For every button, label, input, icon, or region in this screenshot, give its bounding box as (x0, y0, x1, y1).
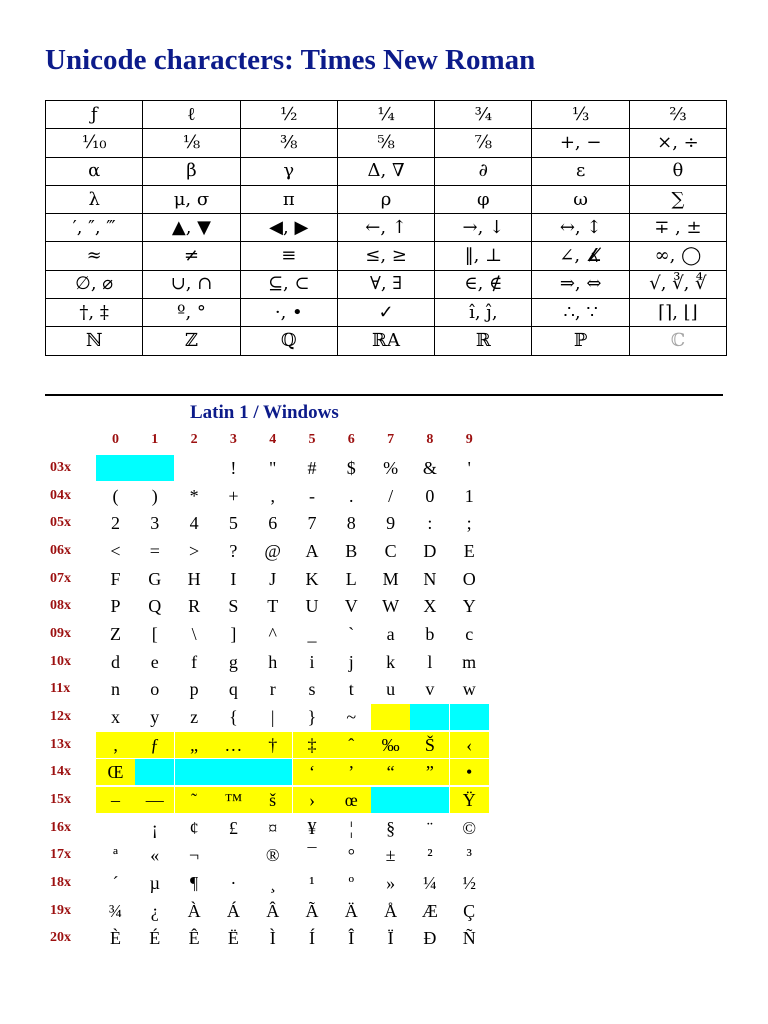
symbol-cell: ½ (240, 101, 337, 129)
character-cell: ˜ (175, 787, 214, 813)
character-cell: C (384, 541, 397, 561)
symbol-cell: ⅒ (46, 129, 143, 157)
character-cell: q (228, 679, 238, 700)
character-cell: $ (346, 458, 356, 478)
character-cell: _ (307, 624, 317, 645)
character-cell (96, 815, 135, 841)
row-header: 15x (50, 792, 71, 808)
row-header: 08x (50, 598, 71, 614)
symbol-cell: λ (46, 185, 143, 213)
character-cell: > (189, 541, 200, 561)
character-cell: Ä (344, 900, 358, 921)
character-cell: ' (467, 458, 471, 478)
symbol-cell: θ (629, 157, 726, 185)
character-cell: # (307, 458, 317, 478)
symbol-table-row (46, 101, 727, 129)
character-cell: v (425, 679, 435, 700)
character-cell: t (348, 679, 354, 700)
row-header: 19x (50, 902, 71, 918)
character-cell: Œ (96, 759, 135, 785)
character-cell: È (110, 928, 121, 949)
character-cell: ² (427, 845, 433, 866)
character-cell: ¶ (190, 873, 199, 894)
character-cell: x (111, 707, 120, 728)
character-cell: ¢ (189, 817, 199, 838)
character-cell: ‹ (450, 732, 489, 758)
character-cell: ˆ (332, 732, 371, 758)
character-cell: H (187, 568, 201, 589)
character-cell: Æ (421, 900, 438, 921)
character-cell: E (463, 541, 475, 561)
symbol-cell: ′, ″, ‴ (46, 214, 143, 242)
character-cell: … (214, 732, 253, 758)
character-cell (371, 787, 410, 813)
character-cell: 3 (150, 513, 160, 534)
character-cell: Q (148, 596, 162, 617)
character-cell: 1 (464, 485, 474, 506)
character-cell: ª (113, 845, 118, 866)
character-cell: A (305, 541, 319, 561)
symbol-table-row (46, 129, 727, 157)
character-cell: ƒ (135, 732, 174, 758)
character-cell: µ (149, 873, 160, 894)
character-cell: ¡ (151, 817, 158, 838)
symbol-table-row (46, 270, 727, 298)
character-cell: – (96, 787, 135, 813)
symbol-cell: μ, σ (143, 185, 240, 213)
row-header: 12x (50, 709, 71, 725)
character-cell: | (270, 707, 275, 728)
character-cell (371, 704, 410, 730)
symbol-cell: ◀, ▶ (240, 214, 337, 242)
character-cell: i (309, 651, 315, 672)
character-cell: ‚ (96, 732, 135, 758)
character-cell: [ (151, 624, 158, 645)
symbol-cell: ℂ (629, 327, 726, 355)
character-cell (135, 759, 174, 785)
character-cell: © (462, 817, 477, 838)
symbol-cell: ℝ (435, 327, 532, 355)
character-cell: 5 (228, 513, 238, 534)
character-cell: ! (230, 458, 237, 478)
symbol-cell: φ (435, 185, 532, 213)
character-cell: f (191, 651, 198, 672)
character-cell: } (307, 707, 317, 728)
row-header: 14x (50, 764, 71, 780)
character-cell: @ (264, 541, 281, 561)
character-cell: ` (348, 624, 355, 645)
character-cell: ( (112, 485, 119, 506)
character-cell: ^ (268, 624, 277, 645)
character-cell: * (189, 485, 199, 506)
character-cell: D (423, 541, 437, 561)
character-cell (410, 704, 449, 730)
symbol-cell: ↔, ↕ (532, 214, 629, 242)
character-cell: ± (385, 845, 396, 866)
symbol-table-row (46, 299, 727, 327)
row-header: 13x (50, 736, 71, 752)
column-header: 8 (426, 432, 434, 447)
character-cell: < (110, 541, 121, 561)
character-cell: { (229, 707, 238, 728)
symbol-cell: ℝA (337, 327, 434, 355)
character-cell: d (111, 651, 120, 672)
symbol-table-row (46, 157, 727, 185)
symbol-cell: ∂ (435, 157, 532, 185)
character-cell: ¥ (307, 817, 317, 838)
character-cell: Š (410, 732, 449, 758)
symbol-cell: Δ, ∇ (337, 157, 434, 185)
character-cell: † (253, 732, 292, 758)
symbol-cell: ‖, ⊥ (435, 242, 532, 270)
character-cell: ¦ (349, 817, 354, 838)
symbol-cell: ƒ (46, 101, 143, 129)
symbol-cell: ∓ , ± (629, 214, 726, 242)
symbol-cell: ∀, ∃ (337, 270, 434, 298)
character-cell: ‘ (293, 759, 332, 785)
row-header: 07x (50, 570, 71, 586)
symbol-table-row (46, 185, 727, 213)
character-cell: k (386, 651, 396, 672)
symbol-table-body (46, 101, 727, 356)
character-cell: ¾ (108, 900, 123, 921)
character-cell: V (344, 596, 358, 617)
character-cell: O (462, 568, 476, 589)
symbol-cell: º, ° (143, 299, 240, 327)
character-cell: y (150, 707, 160, 728)
symbol-cell: ✓ (337, 299, 434, 327)
character-cell: 9 (386, 513, 396, 534)
character-cell: u (386, 679, 396, 700)
character-cell: G (148, 568, 162, 589)
character-cell: “ (371, 759, 410, 785)
character-cell (135, 455, 174, 481)
character-cell: « (150, 845, 160, 866)
character-cell: M (382, 568, 399, 589)
character-cell: „ (175, 732, 214, 758)
character-cell: » (386, 873, 396, 894)
character-cell: " (269, 458, 277, 478)
character-cell: — (135, 787, 174, 813)
symbol-cell: ¼ (337, 101, 434, 129)
latin-section-title: Latin 1 / Windows (190, 402, 339, 423)
character-cell: r (269, 679, 276, 700)
symbol-cell: ⅔ (629, 101, 726, 129)
character-cell: ) (151, 485, 158, 506)
character-cell: Ê (188, 928, 200, 949)
symbol-cell: √, ∛, ∜ (629, 270, 726, 298)
symbol-cell: ℕ (46, 327, 143, 355)
character-cell: £ (228, 817, 238, 838)
symbol-cell: ⅓ (532, 101, 629, 129)
character-cell: L (345, 568, 357, 589)
character-cell: 4 (189, 513, 199, 534)
character-cell: c (465, 624, 474, 645)
character-cell: ‡ (293, 732, 332, 758)
character-cell: Í (309, 928, 315, 949)
character-cell: p (189, 679, 199, 700)
row-header: 20x (50, 930, 71, 946)
symbol-cell: ρ (337, 185, 434, 213)
symbol-cell: ≡ (240, 242, 337, 270)
symbol-cell: ▲, ▼ (143, 214, 240, 242)
character-cell: R (188, 596, 201, 617)
character-cell: l (427, 651, 433, 672)
character-cell: w (462, 679, 476, 700)
symbol-cell: ≠ (143, 242, 240, 270)
row-header: 16x (50, 819, 71, 835)
column-header: 2 (190, 432, 198, 447)
character-cell: ” (410, 759, 449, 785)
character-cell: Ì (269, 928, 276, 949)
character-cell: ¬ (189, 845, 200, 866)
character-cell: X (423, 596, 437, 617)
character-cell: g (228, 651, 238, 672)
character-cell: º (348, 873, 355, 894)
character-cell: Ÿ (450, 787, 489, 813)
character-cell: . (349, 485, 354, 506)
symbol-cell: ×, ÷ (629, 129, 726, 157)
symbol-table-row (46, 214, 727, 242)
character-cell: T (267, 596, 279, 617)
symbol-cell: ∪, ∩ (143, 270, 240, 298)
symbol-cell: ⇒, ⇔ (532, 270, 629, 298)
character-cell: - (309, 485, 315, 506)
character-cell: B (345, 541, 358, 561)
symbol-cell: α (46, 157, 143, 185)
character-cell: j (348, 651, 354, 672)
character-cell: F (110, 568, 121, 589)
character-cell: ¨ (426, 817, 433, 838)
character-cell: œ (332, 787, 371, 813)
symbol-cell: ·, • (240, 299, 337, 327)
symbol-cell: ¾ (435, 101, 532, 129)
symbol-cell: ⅜ (240, 129, 337, 157)
character-cell: ¤ (268, 817, 278, 838)
section-divider (45, 394, 723, 396)
symbol-cell: ∞, ◯ (629, 242, 726, 270)
character-cell: n (111, 679, 120, 700)
symbol-cell: ∑ (629, 185, 726, 213)
character-cell: ® (265, 845, 280, 866)
column-header: 9 (465, 432, 473, 447)
character-cell: § (386, 817, 396, 838)
character-cell: P (110, 596, 121, 617)
symbol-cell: ⅝ (337, 129, 434, 157)
character-cell: ? (229, 541, 238, 561)
column-header: 3 (229, 432, 237, 447)
character-cell: Á (226, 900, 240, 921)
character-cell: ~ (346, 707, 357, 728)
character-cell: o (150, 679, 160, 700)
symbol-cell: ⅞ (435, 129, 532, 157)
symbol-cell: +, − (532, 129, 629, 157)
symbol-cell: ℙ (532, 327, 629, 355)
symbol-cell: ≤, ≥ (337, 242, 434, 270)
column-header: 4 (269, 432, 277, 447)
character-cell: 7 (307, 513, 317, 534)
column-header: 7 (387, 432, 395, 447)
character-cell: ½ (462, 873, 476, 894)
character-cell: s (308, 679, 316, 700)
column-header: 1 (151, 432, 159, 447)
page-title: Unicode characters: Times New Roman (45, 44, 536, 76)
symbol-cell: ∠, ∡̸ (532, 242, 629, 270)
character-cell: K (305, 568, 319, 589)
character-cell: Z (110, 624, 121, 645)
character-cell: ³ (466, 845, 472, 866)
character-cell: ´ (112, 873, 119, 894)
character-cell: : (427, 513, 433, 534)
character-cell: & (422, 458, 437, 478)
row-header: 05x (50, 515, 71, 531)
character-cell: Ç (463, 900, 476, 921)
character-cell: À (187, 900, 201, 921)
character-cell: ¸ (269, 873, 276, 894)
character-cell: Ð (423, 928, 437, 949)
character-cell: U (305, 596, 319, 617)
character-cell: ¯ (307, 845, 317, 866)
character-cell: = (149, 541, 160, 561)
symbol-table (45, 100, 727, 356)
character-cell: S (228, 596, 239, 617)
row-header: 03x (50, 460, 71, 475)
character-cell: J (269, 568, 277, 589)
character-cell: 8 (346, 513, 356, 534)
symbol-cell: ≈ (46, 242, 143, 270)
column-header: 0 (112, 432, 119, 447)
row-header: 18x (50, 875, 71, 891)
symbol-cell: β (143, 157, 240, 185)
character-cell: ™ (214, 787, 253, 813)
symbol-cell: ←, ↑ (337, 214, 434, 242)
character-cell (175, 759, 214, 785)
character-cell: , (270, 485, 275, 506)
symbol-cell: ω (532, 185, 629, 213)
character-cell: • (450, 759, 489, 785)
column-header: 6 (347, 432, 355, 447)
character-cell (450, 704, 489, 730)
row-header: 17x (50, 847, 71, 863)
character-cell: ‰ (371, 732, 410, 758)
symbol-cell: ⅛ (143, 129, 240, 157)
character-cell: ] (230, 624, 237, 645)
character-cell (96, 455, 135, 481)
character-cell: 2 (111, 513, 120, 534)
character-cell: Ï (387, 928, 394, 949)
character-cell: ’ (332, 759, 371, 785)
character-cell: b (425, 624, 435, 645)
symbol-cell: ε (532, 157, 629, 185)
character-cell (410, 787, 449, 813)
character-cell: % (383, 458, 399, 478)
character-cell: + (228, 485, 239, 506)
character-cell: › (293, 787, 332, 813)
symbol-cell: ℚ (240, 327, 337, 355)
character-cell: Â (266, 900, 280, 921)
symbol-cell: î, ĵ, (435, 299, 532, 327)
symbol-cell: ∅, ⌀ (46, 270, 143, 298)
character-cell: m (462, 651, 477, 672)
row-header: 11x (50, 681, 71, 697)
row-header: 04x (50, 487, 71, 503)
symbol-cell: †, ‡ (46, 299, 143, 327)
symbol-table-row (46, 242, 727, 270)
character-cell (214, 842, 253, 868)
symbol-cell: ⊆, ⊂ (240, 270, 337, 298)
character-cell: · (230, 873, 237, 894)
character-cell: 0 (425, 485, 435, 506)
character-cell: \ (191, 624, 197, 645)
row-header: 06x (50, 543, 71, 558)
symbol-cell: ∴, ∵ (532, 299, 629, 327)
symbol-cell: γ (240, 157, 337, 185)
character-cell: a (386, 624, 395, 645)
character-cell: / (388, 485, 394, 506)
symbol-cell: ℤ (143, 327, 240, 355)
symbol-cell: →, ↓ (435, 214, 532, 242)
symbol-cell: ∈, ∉ (435, 270, 532, 298)
character-cell (214, 759, 253, 785)
character-cell: z (190, 707, 199, 728)
character-cell: ¹ (309, 873, 315, 894)
character-cell: 6 (268, 513, 278, 534)
symbol-cell: π (240, 185, 337, 213)
character-cell: Y (462, 596, 476, 617)
character-cell: ; (466, 513, 472, 534)
character-cell: ¼ (423, 873, 437, 894)
character-cell: N (423, 568, 437, 589)
column-header: 5 (308, 432, 316, 447)
character-cell: e (150, 651, 159, 672)
character-cell: É (149, 928, 161, 949)
character-cell: Å (384, 900, 398, 921)
symbol-cell: ⌈⌉, ⌊⌋ (629, 299, 726, 327)
symbol-cell: ℓ (143, 101, 240, 129)
character-cell: Ã (305, 900, 319, 921)
character-cell (253, 759, 292, 785)
character-cell: ° (347, 845, 355, 866)
character-cell: Ñ (462, 928, 476, 949)
row-header: 09x (50, 626, 71, 642)
character-cell (175, 455, 214, 481)
character-cell: Î (348, 928, 355, 949)
character-cell: W (382, 596, 400, 617)
row-header: 10x (50, 653, 71, 669)
symbol-table-row (46, 327, 727, 355)
character-cell: I (230, 568, 237, 589)
character-cell: š (253, 787, 292, 813)
character-cell: Ë (227, 928, 239, 949)
character-cell: h (268, 651, 278, 672)
character-cell: ¿ (150, 900, 159, 921)
